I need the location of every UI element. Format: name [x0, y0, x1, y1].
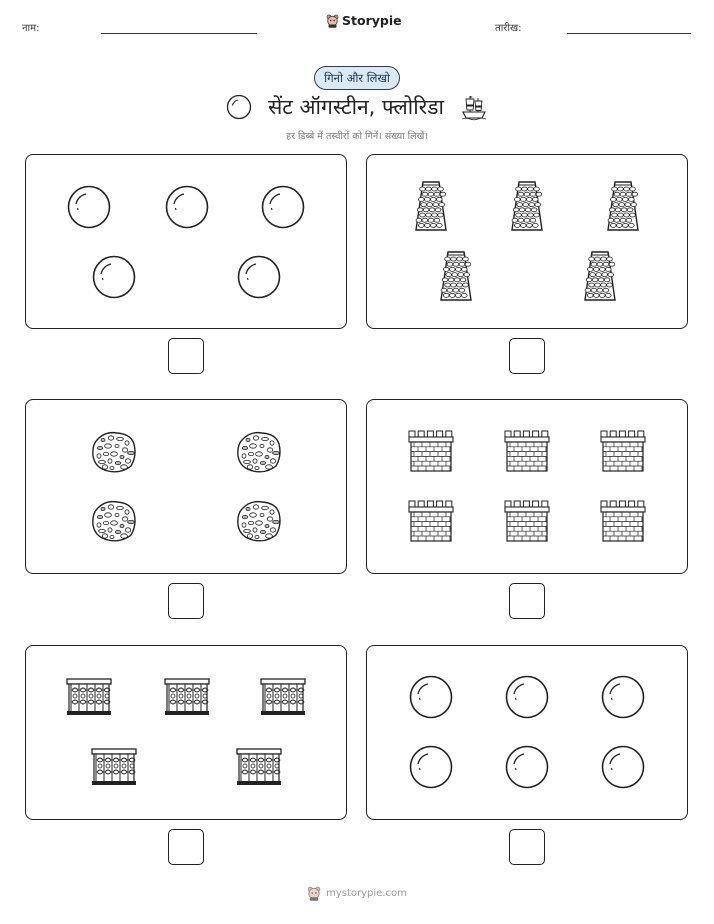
bubble-icon: [601, 745, 645, 793]
answer-box-6[interactable]: [509, 829, 545, 865]
count-panel-4: [366, 399, 688, 574]
answer-box-4[interactable]: [509, 583, 545, 619]
count-panel-6: [366, 645, 688, 820]
bubble-icon: [237, 255, 281, 303]
instruction-text: हर डिब्बे में तस्वीरों को गिनें। संख्या लिखें।: [286, 131, 428, 142]
name-line[interactable]: [101, 33, 257, 34]
fort-tower-icon: [600, 430, 646, 476]
date-line[interactable]: [567, 33, 691, 34]
stone-path-icon: [510, 181, 544, 235]
stone-path-icon: [414, 181, 448, 235]
stone-path-icon: [606, 181, 640, 235]
name-label: नाम:: [22, 23, 40, 34]
storypie-mascot-icon: [307, 886, 321, 901]
title-row: [0, 91, 714, 123]
answer-box-2[interactable]: [509, 338, 545, 374]
count-panel-5: [25, 645, 347, 820]
fort-tower-icon: [600, 500, 646, 546]
iron-balcony-icon: [236, 748, 282, 790]
fort-tower-icon: [408, 430, 454, 476]
coquina-rock-icon: [91, 430, 137, 478]
iron-balcony-icon: [164, 678, 210, 720]
bubble-icon: [409, 745, 453, 793]
bubble-icon: [601, 675, 645, 723]
bubble-icon: [67, 185, 111, 233]
answer-box-1[interactable]: [168, 338, 204, 374]
footer: [0, 886, 714, 901]
stone-path-icon: [583, 251, 617, 305]
bubble-icon: [505, 745, 549, 793]
bubble-icon: [409, 675, 453, 723]
coquina-rock-icon: [236, 430, 282, 478]
bubble-icon: [261, 185, 305, 233]
fort-tower-icon: [408, 500, 454, 546]
activity-badge: गिनो और लिखो: [314, 66, 400, 90]
stone-path-icon: [439, 251, 473, 305]
answer-box-5[interactable]: [168, 829, 204, 865]
storypie-logo: [326, 13, 402, 28]
date-label: तारीख:: [495, 23, 522, 34]
fort-tower-icon: [504, 500, 550, 546]
bubble-icon: [505, 675, 549, 723]
bubble-icon: [92, 255, 136, 303]
iron-balcony-icon: [66, 678, 112, 720]
count-panel-1: [25, 154, 347, 329]
coquina-rock-icon: [236, 499, 282, 547]
storypie-mascot-icon: [326, 14, 339, 28]
brand-name: Storypie: [342, 13, 402, 28]
bubble-icon: [226, 94, 252, 120]
fort-tower-icon: [504, 430, 550, 476]
galleon-ship-icon: [460, 93, 488, 121]
bubble-icon: [165, 185, 209, 233]
page-title: सेंट ऑगस्टीन, फ्लोरिडा: [268, 95, 444, 119]
footer-site: mystorypie.com: [326, 888, 407, 899]
iron-balcony-icon: [91, 748, 137, 790]
answer-box-3[interactable]: [168, 583, 204, 619]
iron-balcony-icon: [260, 678, 306, 720]
count-panel-3: [25, 399, 347, 574]
coquina-rock-icon: [91, 499, 137, 547]
